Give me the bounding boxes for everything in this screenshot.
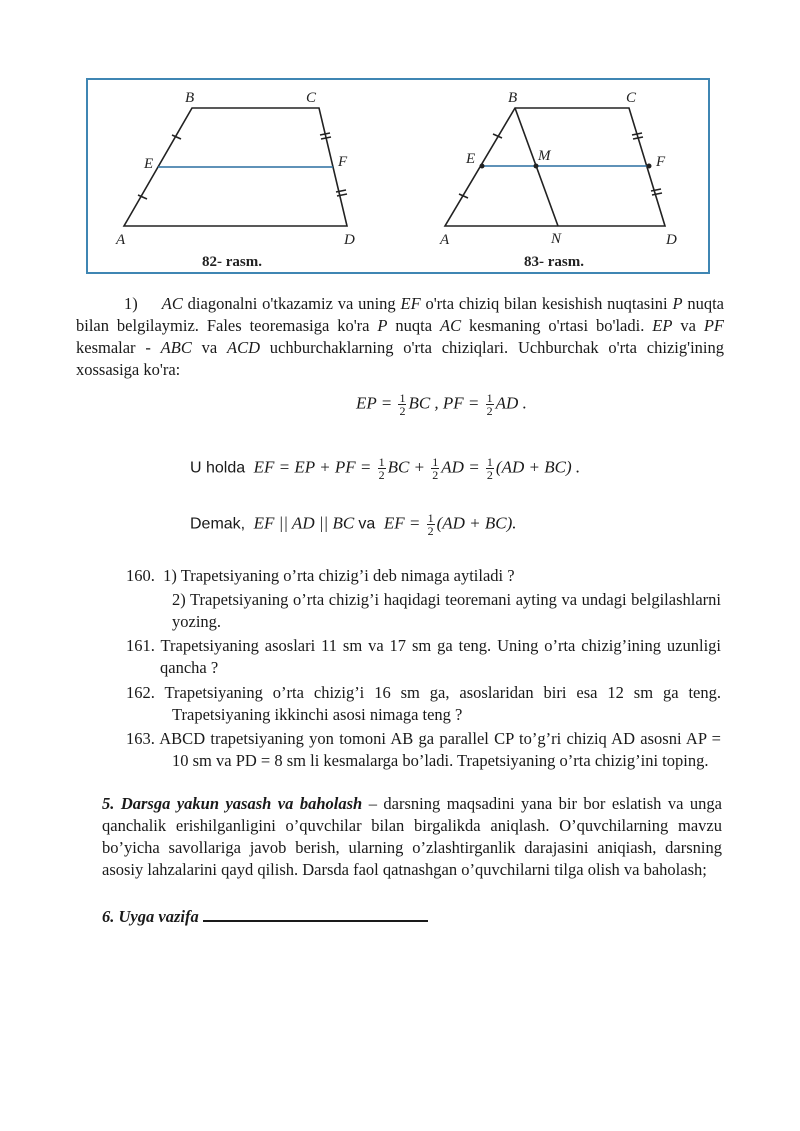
- exercise-text: Trapetsiyaning o’rta chizig’i 16 sm ga, asoslaridan biri esa 12 sm ga teng. Trapetsiyaning ikkinchi asosi nimaga teng ?: [164, 683, 721, 724]
- exercise-text: ABCD trapetsiyaning yon tomoni AB ga parallel CP to’g’ri chiziq AD asosni AP = 10 sm va PD = 8 sm li kesmalarga bo’ladi. Trapetsiyaning o’rta chizig’ini toping.: [159, 729, 721, 770]
- formula-text: EP =: [356, 393, 397, 413]
- section-6: [102, 906, 428, 928]
- formula-text: BC , PF =: [408, 393, 484, 413]
- frac-den: 2: [399, 404, 406, 418]
- label-c-83: C: [626, 90, 637, 106]
- proof-text: uchburchaklarning o'rta chiziqlari. Uchburchak o'rta chizig'ining xossasiga ko'ra:: [76, 338, 724, 379]
- formula-intro: U holda: [190, 459, 246, 477]
- term-abc: ABC: [160, 338, 192, 357]
- formula-text: AD =: [441, 457, 484, 477]
- caption-82: 82- rasm.: [202, 254, 262, 270]
- exercise-text: 1) Trapetsiyaning o’rta chizig’i deb nimaga aytiladi ?: [163, 566, 515, 585]
- section-6-title: 6. Uyga vazifa: [102, 907, 199, 926]
- formula-text: BC +: [387, 457, 430, 477]
- term-p: P: [377, 316, 388, 335]
- label-e-83: E: [466, 151, 476, 167]
- formula-text: (AD + BC).: [436, 513, 517, 533]
- label-m-83: M: [538, 148, 551, 164]
- fraction-half: [431, 456, 439, 481]
- fraction-half: [398, 392, 406, 417]
- proof-text: va: [672, 316, 704, 335]
- frac-den: 2: [486, 468, 493, 482]
- formula-text: EF =: [383, 513, 425, 533]
- answer-blank-line: [203, 906, 428, 922]
- proof-text: va: [191, 338, 227, 357]
- frac-den: 2: [427, 524, 434, 538]
- term-ef: EF: [400, 294, 421, 313]
- fraction-half: [486, 392, 494, 417]
- label-a-82: A: [116, 232, 126, 248]
- formula-demak: [190, 512, 517, 537]
- formula-text: (AD + BC) .: [495, 457, 581, 477]
- formula-ep-pf: [356, 392, 527, 417]
- term-ep: EP: [652, 316, 673, 335]
- exercise-163: [126, 728, 721, 772]
- label-b-82: B: [185, 90, 195, 106]
- formula-text: EF || AD || BC: [253, 513, 355, 533]
- section-5-text: – darsning maqsadini yana bir bor eslatish va unga qanchalik erishilganligini o’quvchilar bilan birgalikda aniqlash. O’quvchilarning mavzu bo’yicha savollariga javob berish, ularning o’zlashtirganlik darajasini aniqiash, darsning asosiy lahzalarini qayd qilish. Darsda faol qatnashgan o’quvchilarni tilga olish va baholash;: [102, 794, 722, 879]
- term-pf: PF: [703, 316, 724, 335]
- formula-intro: Demak,: [190, 515, 246, 533]
- exercise-160-part2: [172, 589, 721, 633]
- proof-text: nuqta: [387, 316, 441, 335]
- exercise-text: Trapetsiyaning asoslari 11 sm va 17 sm ga teng. Uning o’rta chizig’ining uzunligi qancha ?: [160, 636, 722, 677]
- frac-num: 1: [399, 391, 406, 405]
- frac-den: 2: [486, 404, 493, 418]
- section-5: [102, 793, 722, 881]
- frac-num: 1: [486, 391, 493, 405]
- figure-82: [124, 108, 347, 226]
- term-ac: AC: [161, 294, 183, 313]
- label-f-82: F: [338, 154, 348, 170]
- proof-text: nuqta bilan belgilaymiz. Fales teoremasiga ko'ra: [76, 294, 724, 335]
- proof-text: o'rta chiziq bilan kesishish nuqtasini: [420, 294, 673, 313]
- point-e-83: [480, 164, 485, 169]
- formula-text: EF = EP + PF =: [253, 457, 376, 477]
- term-p: P: [672, 294, 683, 313]
- point-f-83: [647, 164, 652, 169]
- exercise-number: 163.: [126, 729, 155, 748]
- fraction-half: [486, 456, 494, 481]
- fraction-half: [427, 512, 435, 537]
- exercise-number: 162.: [126, 683, 155, 702]
- trapezoid-figures: [88, 80, 712, 276]
- term-ac: AC: [440, 316, 462, 335]
- label-d-82: D: [344, 232, 355, 248]
- fraction-half: [378, 456, 386, 481]
- label-f-83: F: [656, 154, 666, 170]
- label-e-82: E: [144, 156, 154, 172]
- exercise-160: [126, 565, 726, 587]
- frac-num: 1: [432, 455, 439, 469]
- exercise-number: 161.: [126, 636, 155, 655]
- formula-text: AD .: [495, 393, 527, 413]
- exercise-162: [126, 682, 721, 726]
- proof-paragraph: [76, 293, 724, 381]
- exercise-number: 160.: [126, 566, 155, 585]
- frac-den: 2: [432, 468, 439, 482]
- figure-83: [445, 108, 665, 226]
- caption-83: 83- rasm.: [524, 254, 584, 270]
- proof-number: 1): [124, 294, 138, 313]
- label-b-83: B: [508, 90, 518, 106]
- point-m-83: [534, 164, 539, 169]
- proof-text: kesmaning o'rtasi bo'ladi.: [461, 316, 653, 335]
- frac-num: 1: [378, 455, 385, 469]
- formula-conj: va: [358, 515, 376, 533]
- label-c-82: C: [306, 90, 317, 106]
- figure-box: [86, 78, 710, 274]
- term-acd: ACD: [227, 338, 260, 357]
- label-n-83: N: [551, 231, 562, 247]
- label-d-83: D: [666, 232, 677, 248]
- exercise-text: 2) Trapetsiyaning o’rta chizig’i haqidagi teoremani ayting va undagi belgilashlarni yozing.: [172, 590, 721, 631]
- proof-text: kesmalar -: [76, 338, 161, 357]
- frac-den: 2: [378, 468, 385, 482]
- frac-num: 1: [486, 455, 493, 469]
- proof-text: diagonalni o'tkazamiz va uning: [182, 294, 401, 313]
- label-a-83: A: [440, 232, 450, 248]
- formula-ef-sum: [190, 456, 580, 481]
- trapezoid-abcd-83: [445, 108, 665, 226]
- section-5-title: 5. Darsga yakun yasash va baholash: [102, 794, 363, 813]
- exercise-161: [126, 635, 722, 679]
- frac-num: 1: [427, 511, 434, 525]
